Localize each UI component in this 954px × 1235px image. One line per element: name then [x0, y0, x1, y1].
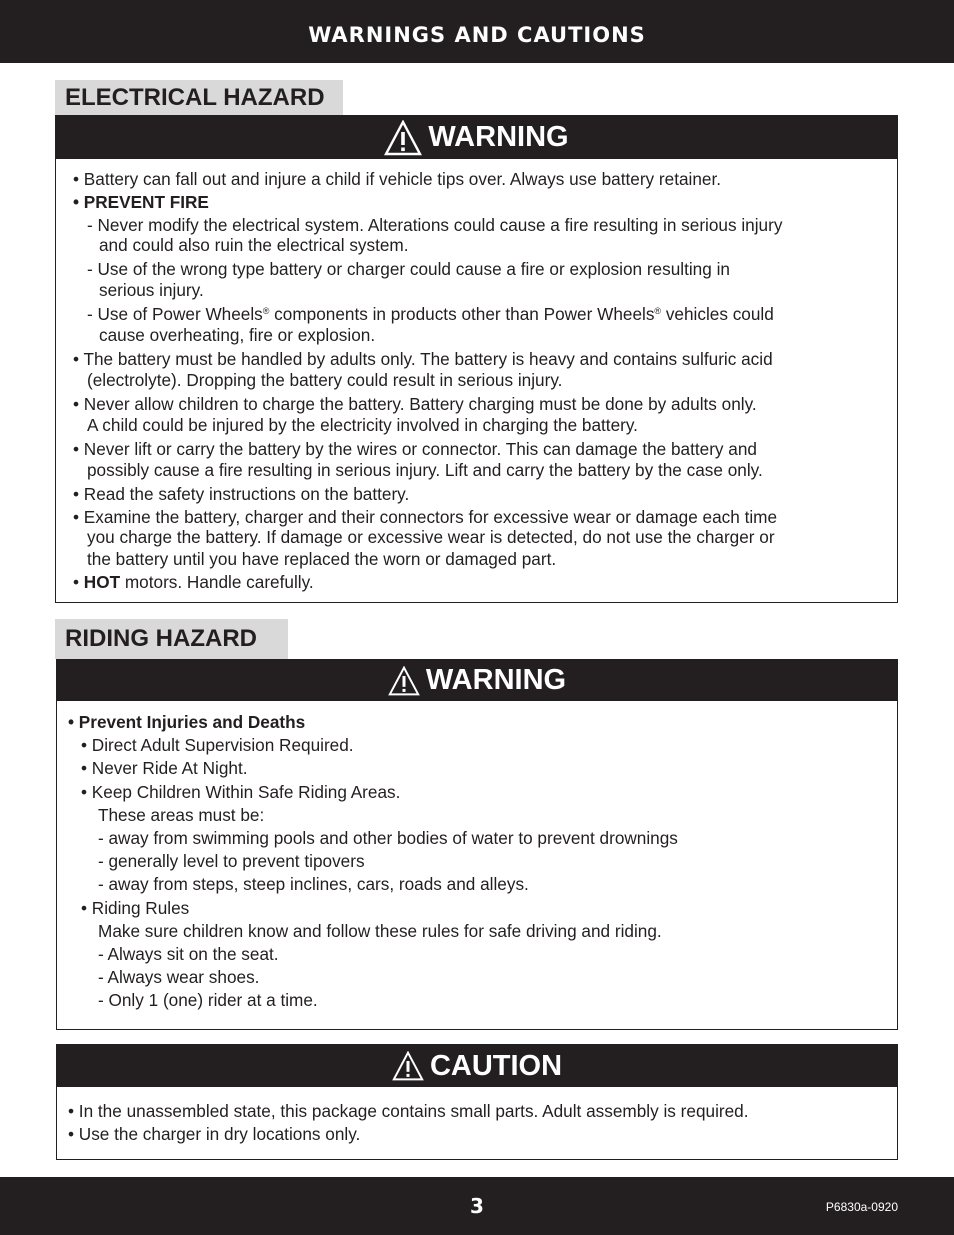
warning-triangle-icon [384, 120, 422, 156]
electrical-line: the battery until you have replaced the worn or damaged part. [87, 548, 557, 569]
electrical-line: • HOT motors. Handle carefully. [73, 572, 314, 592]
riding-line: - Always sit on the seat. [98, 944, 279, 965]
electrical-line: (electrolyte). Dropping the battery could result in serious injury. [87, 369, 563, 390]
caution-header [57, 1045, 897, 1087]
warning-triangle-icon [392, 1051, 424, 1081]
warning-triangle-icon [388, 666, 420, 696]
prevent-fire-heading: • PREVENT FIRE [73, 191, 209, 212]
riding-hazard-title: RIDING HAZARD [65, 625, 257, 652]
caution-line: • In the unassembled state, this package contains small parts. Adult assembly is required. [68, 1101, 749, 1121]
caution-line: • Use the charger in dry locations only. [68, 1123, 361, 1144]
electrical-line: • Battery can fall out and injure a child if vehicle tips over. Always use battery retainer. [73, 169, 722, 189]
riding-warning-heading: WARNING [425, 664, 567, 696]
electrical-hazard-title: ELECTRICAL HAZARD [65, 84, 325, 111]
electrical-line: A child could be injured by the electricity involved in charging the battery. [87, 414, 638, 435]
page-footer [0, 1177, 954, 1235]
prevent-injuries-heading: • Prevent Injuries and Deaths [68, 712, 306, 732]
riding-line: • Direct Adult Supervision Required. [81, 735, 354, 756]
riding-line: These areas must be: [98, 804, 265, 825]
electrical-line: • Read the safety instructions on the battery. [73, 484, 410, 504]
riding-line: - away from swimming pools and other bodies of water to prevent drownings [98, 828, 678, 849]
electrical-line: • Never allow children to charge the battery. Battery charging must be done by adults only. [73, 394, 757, 414]
riding-line: Make sure children know and follow these rules for safe driving and riding. [98, 920, 662, 941]
caution-panel [56, 1044, 898, 1160]
document-code: P6830a-0920 [825, 1200, 898, 1214]
electrical-line: - Use of Power Wheels® components in products other than Power Wheels® vehicles could [87, 304, 774, 324]
riding-line: • Keep Children Within Safe Riding Areas. [81, 781, 401, 802]
electrical-line: • Never lift or carry the battery by the wires or connector. This can damage the battery and [73, 439, 757, 459]
electrical-line: cause overheating, fire or explosion. [99, 324, 376, 345]
riding-line: • Never Ride At Night. [81, 758, 248, 779]
electrical-warning-panel [55, 115, 898, 603]
electrical-warning-heading: WARNING [428, 121, 569, 153]
riding-warning-header [57, 660, 897, 701]
riding-line: - away from steps, steep inclines, cars, roads and alleys. [98, 874, 529, 895]
electrical-line: possibly cause a fire resulting in serious injury. Lift and carry the battery by the case only. [87, 459, 763, 480]
electrical-warning-header [56, 116, 897, 159]
electrical-line: - Never modify the electrical system. Alterations could cause a fire resulting in serious injury [87, 215, 783, 235]
riding-line: • Riding Rules [81, 897, 190, 918]
electrical-line: • Examine the battery, charger and their connectors for excessive wear or damage each time [73, 506, 778, 527]
electrical-line: serious injury. [99, 279, 204, 300]
electrical-line: and could also ruin the electrical system. [99, 234, 409, 255]
electrical-line: - Use of the wrong type battery or charger could cause a fire or explosion resulting in [87, 259, 730, 279]
electrical-line: • The battery must be handled by adults only. The battery is heavy and contains sulfuric acid [73, 349, 773, 369]
electrical-line: you charge the battery. If damage or excessive wear is detected, do not use the charger or [87, 527, 775, 547]
riding-line: - generally level to prevent tipovers [98, 851, 365, 872]
page-number: 3 [470, 1194, 484, 1218]
riding-hazard-tab [55, 619, 288, 659]
page-header-title: WARNINGS AND CAUTIONS [308, 22, 646, 47]
riding-line: - Always wear shoes. [98, 967, 260, 988]
caution-heading: CAUTION [429, 1049, 563, 1082]
electrical-hazard-tab [55, 80, 343, 115]
page-header-bar [0, 0, 954, 63]
riding-warning-panel [56, 659, 898, 1030]
riding-line: - Only 1 (one) rider at a time. [98, 990, 318, 1011]
